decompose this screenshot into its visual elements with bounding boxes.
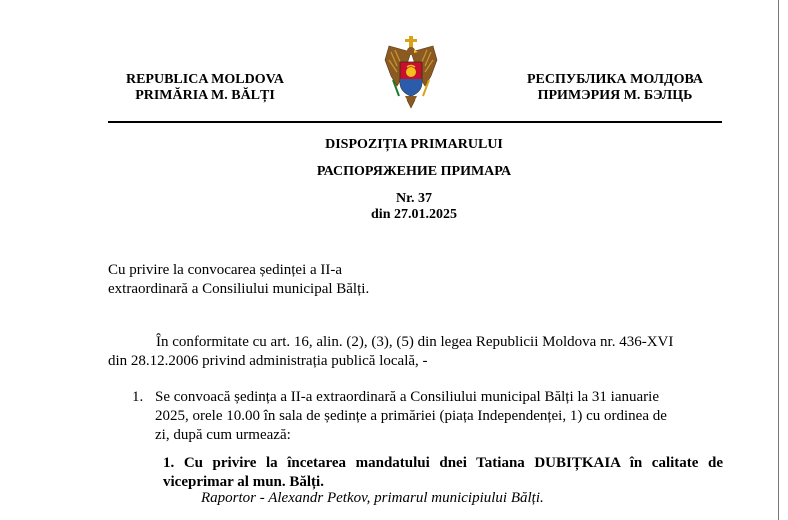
header-divider	[108, 121, 722, 123]
agenda-text: Cu privire la încetarea mandatului dnei Tatiana DUBIȚKAIA în calitate de viceprimar al mun. Bălți.	[163, 455, 723, 490]
legal-basis-paragraph	[108, 333, 748, 371]
document-title-ru: РАСПОРЯЖЕНИЕ ПРИМАРА	[316, 164, 512, 179]
header-left	[105, 72, 305, 104]
header-left-country: REPUBLICA MOLDOVA	[125, 72, 285, 87]
agenda-reporter: Raportor - Alexandr Petkov, primarul municipiului Bălți.	[201, 490, 544, 506]
document-subject	[108, 261, 438, 299]
article-number: 1.	[132, 389, 144, 405]
document-number: Nr. 37	[395, 191, 433, 206]
article-line: Se convoacă ședința a II-a extraordinară a Consiliului municipal Bălți la 31 ianuarie	[155, 389, 659, 405]
subject-line: Cu privire la convocarea ședinței a II-a	[108, 262, 343, 278]
header-right-institution: ПРИМЭРИЯ М. БЭЛЦЬ	[537, 88, 693, 103]
header-right-country: РЕСПУБЛИКА МОЛДОВА	[526, 72, 704, 87]
article-line: zi, după cum urmează:	[155, 427, 291, 443]
article-line: 2025, orele 10.00 în sala de ședințe a primăriei (piața Independenței, 1) cu ordinea de	[155, 408, 667, 424]
header-left-institution: PRIMĂRIA M. BĂLȚI	[135, 88, 275, 103]
document-date: din 27.01.2025	[371, 207, 457, 222]
paragraph-line: În conformitate cu art. 16, alin. (2), (3), (5) din legea Republicii Moldova nr. 436-XVI	[156, 334, 674, 350]
moldova-coat-of-arms-icon	[383, 36, 439, 112]
document-title-ro: DISPOZIȚIA PRIMARULUI	[325, 137, 503, 152]
page-edge-line	[778, 0, 779, 520]
paragraph-line: din 28.12.2006 privind administrația publică locală, -	[108, 353, 428, 369]
subject-line: extraordinară a Consiliului municipal Bălți.	[108, 281, 370, 297]
article-text	[155, 388, 720, 445]
agenda-number: 1.	[163, 455, 175, 471]
agenda-item	[163, 454, 723, 492]
header-right	[505, 72, 725, 104]
